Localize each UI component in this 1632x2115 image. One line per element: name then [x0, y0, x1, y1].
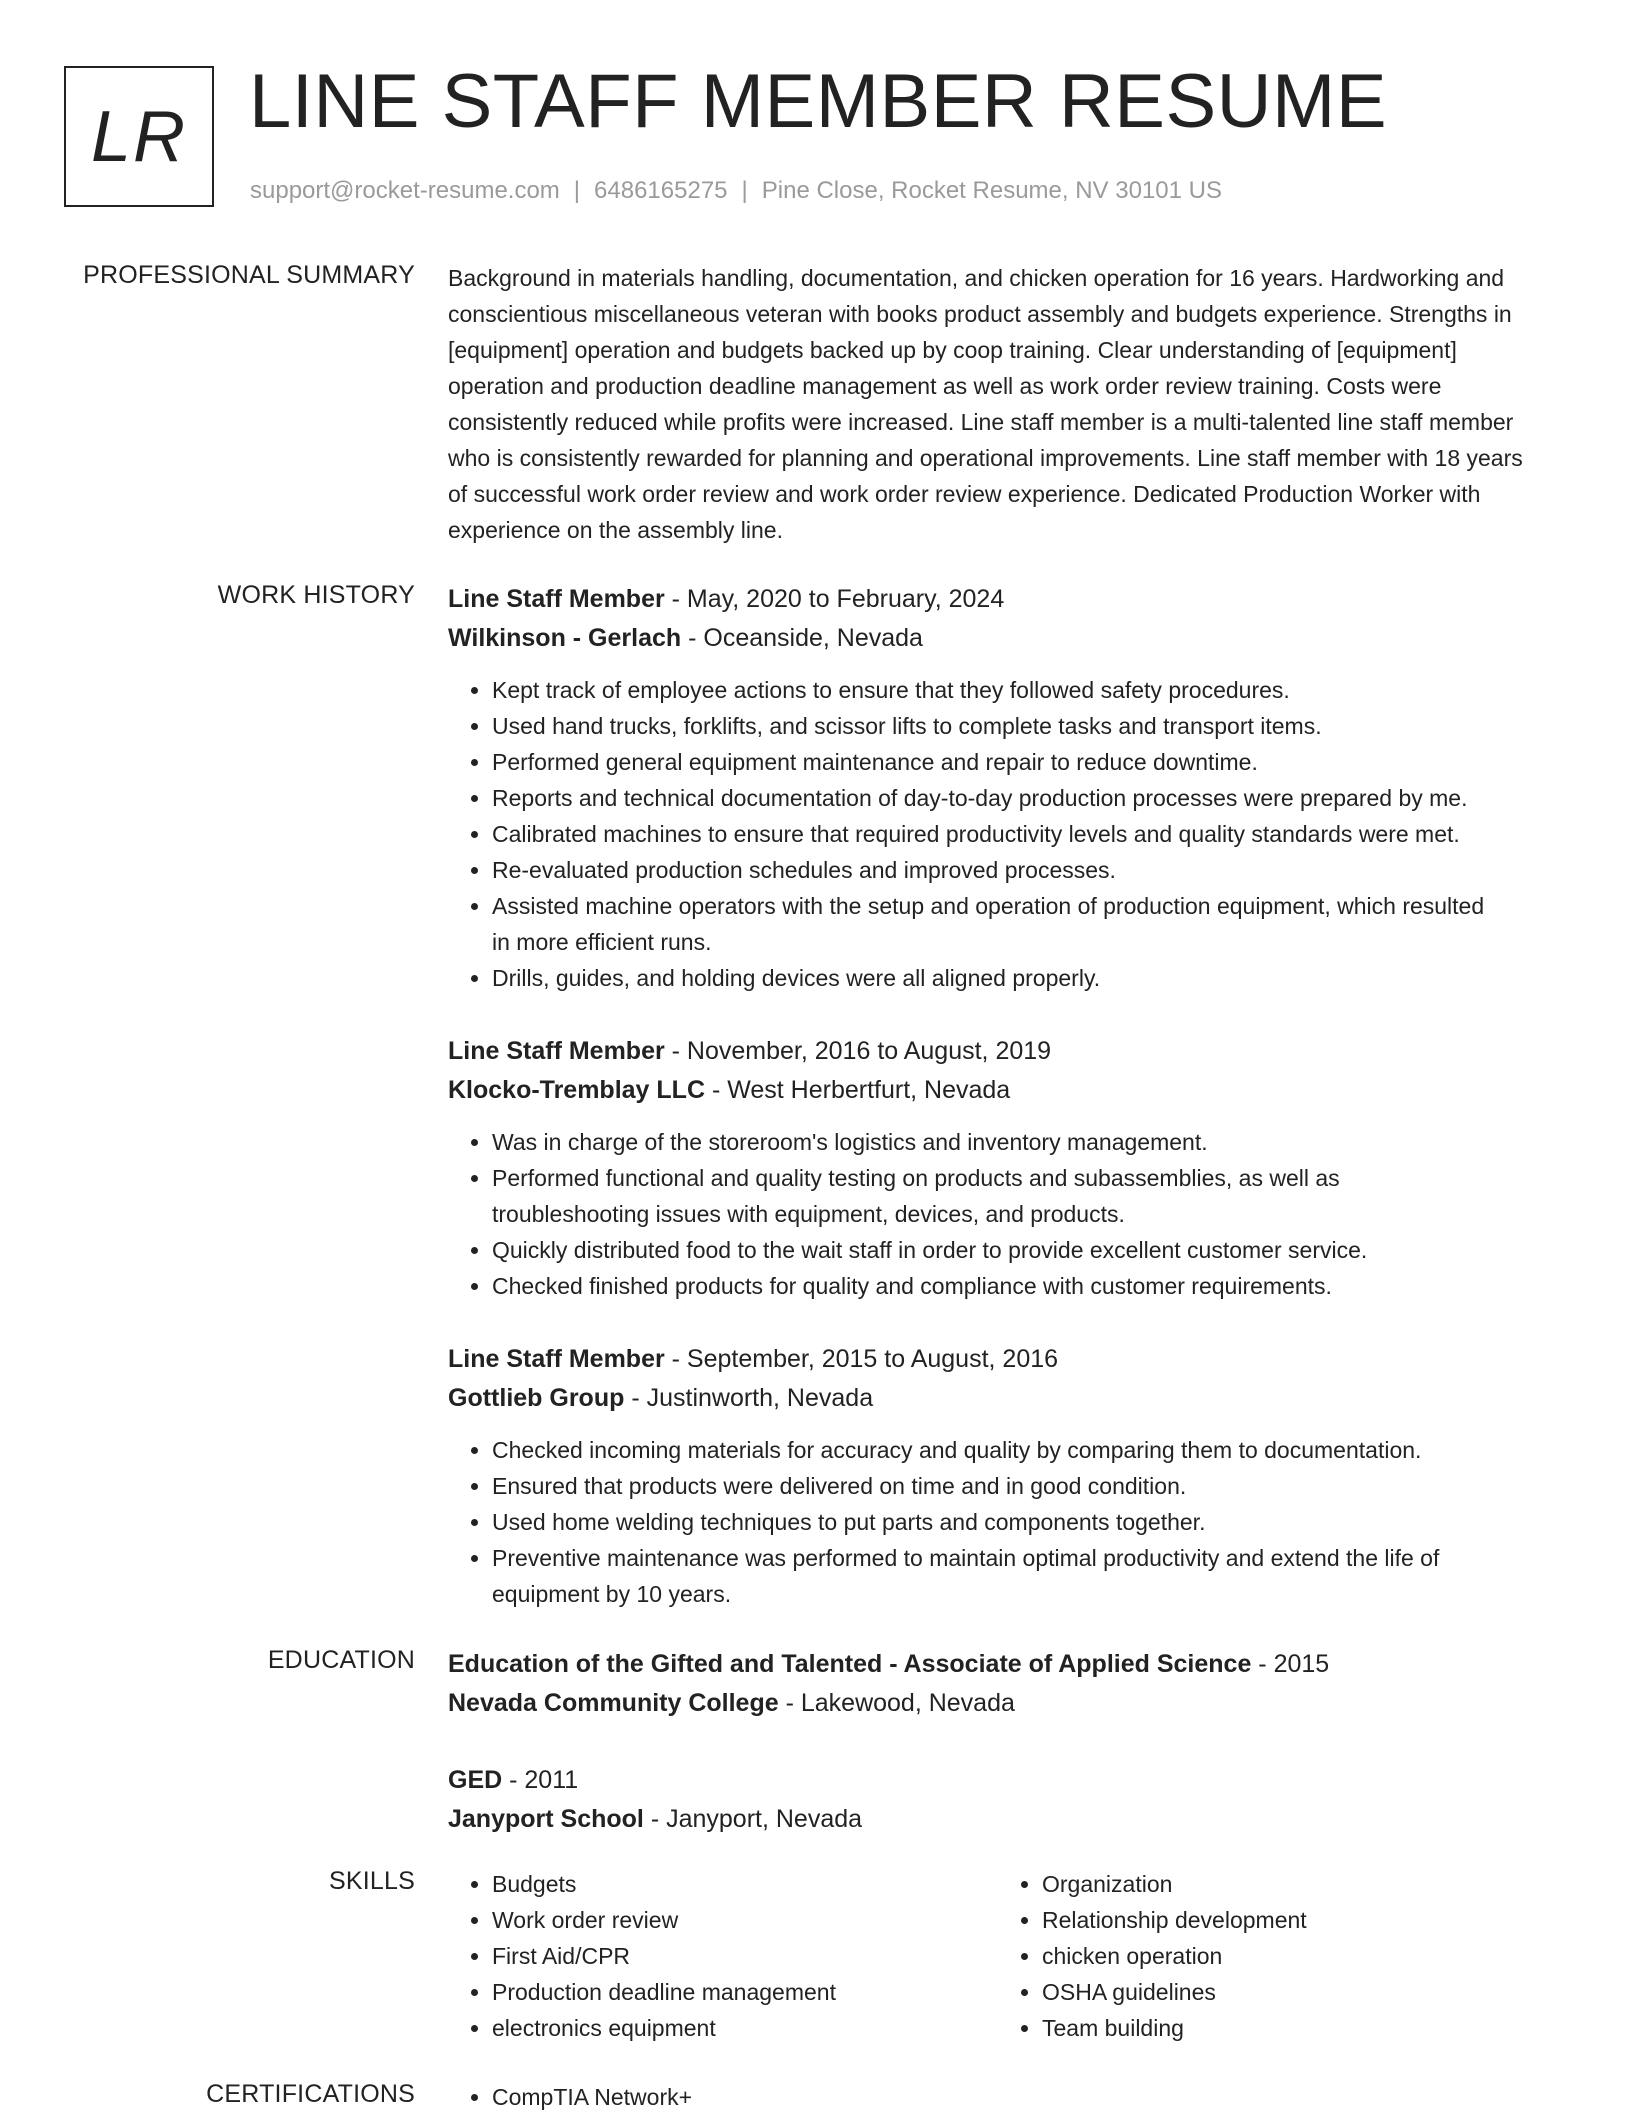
contact-email[interactable]: support@rocket-resume.com — [250, 177, 560, 204]
skills-columns — [448, 1866, 1548, 2046]
job-dates: - November, 2016 to August, 2019 — [664, 1037, 1052, 1065]
skill-item: • chicken operation — [1042, 1938, 1548, 1974]
page-title: LINE STAFF MEMBER RESUME — [249, 59, 1388, 144]
job-bullet: • Assisted machine operators with the setup and operation of production equipment, which resulted in more efficient runs. — [492, 888, 1492, 960]
job-location: - West Herbertfurt, Nevada — [705, 1076, 1011, 1104]
job-company: Gottlieb Group — [448, 1384, 625, 1412]
education-school: Janyport School — [448, 1805, 644, 1833]
education-year: - 2015 — [1251, 1650, 1330, 1678]
job-dates: - May, 2020 to February, 2024 — [664, 585, 1005, 613]
work-history-heading: WORK HISTORY — [217, 581, 415, 609]
job-bullet: • Preventive maintenance was performed to maintain optimal productivity and extend the life of equipment by 10 years. — [492, 1540, 1532, 1612]
contact-line — [250, 176, 1222, 206]
job-title: Line Staff Member — [448, 585, 665, 613]
education-list — [448, 1645, 1548, 1877]
summary-heading: PROFESSIONAL SUMMARY — [83, 261, 415, 289]
contact-address: Pine Close, Rocket Resume, NV 30101 US — [761, 177, 1222, 204]
job-title: Line Staff Member — [448, 1345, 665, 1373]
skills-list-left — [448, 1866, 998, 2046]
education-location: - Janyport, Nevada — [643, 1805, 863, 1833]
education-location: - Lakewood, Nevada — [778, 1689, 1015, 1717]
job-bullets — [448, 1124, 1548, 1304]
certifications-body — [448, 2079, 1548, 2115]
education-degree-line — [448, 1645, 1548, 1684]
education-entry — [448, 1761, 1548, 1839]
contact-separator: | — [741, 177, 748, 204]
skill-item: • Organization — [1042, 1866, 1548, 1902]
skills-heading: SKILLS — [329, 1867, 415, 1895]
job-bullet: • Checked incoming materials for accuracy and quality by comparing them to documentation. — [492, 1432, 1548, 1468]
job-bullet: • Performed functional and quality testing on products and subassemblies, as well as troubleshooting issues with equipment, devices, and products. — [492, 1160, 1452, 1232]
education-school-line — [448, 1800, 1548, 1839]
education-school: Nevada Community College — [448, 1689, 779, 1717]
education-degree-line — [448, 1761, 1548, 1800]
job-title-line — [448, 580, 1548, 619]
skill-item: • First Aid/CPR — [492, 1938, 998, 1974]
skill-item: • Budgets — [492, 1866, 998, 1902]
job-bullet: • Ensured that products were delivered on time and in good condition. — [492, 1468, 1548, 1504]
job-title: Line Staff Member — [448, 1037, 665, 1065]
job-bullet: • Performed general equipment maintenance and repair to reduce downtime. — [492, 744, 1548, 780]
job-bullet: • Used home welding techniques to put parts and components together. — [492, 1504, 1548, 1540]
contact-phone[interactable]: 6486165275 — [594, 177, 728, 204]
job-dates: - September, 2015 to August, 2016 — [664, 1345, 1059, 1373]
job-entry — [448, 1340, 1548, 1612]
work-history-list — [448, 580, 1548, 1648]
skill-item: • Team building — [1042, 2010, 1548, 2046]
job-entry — [448, 1032, 1548, 1304]
contact-separator: | — [573, 177, 581, 204]
skill-item: • electronics equipment — [492, 2010, 998, 2046]
job-location: - Justinworth, Nevada — [624, 1384, 874, 1412]
job-title-line — [448, 1340, 1548, 1379]
job-bullet: • Quickly distributed food to the wait staff in order to provide excellent customer service. — [492, 1232, 1548, 1268]
certification-item: • CompTIA Network+ — [492, 2079, 1548, 2115]
job-bullet: • Reports and technical documentation of day-to-day production processes were prepared by me. — [492, 780, 1548, 816]
education-degree: GED — [448, 1766, 503, 1794]
skill-item: • Production deadline management — [492, 1974, 998, 2010]
job-title-line — [448, 1032, 1548, 1071]
education-school-line — [448, 1684, 1548, 1723]
skill-item: • Relationship development — [1042, 1902, 1548, 1938]
job-company-line — [448, 1071, 1548, 1110]
monogram-text: LR — [90, 96, 188, 177]
certifications-heading: CERTIFICATIONS — [206, 2080, 415, 2108]
skill-item: • Work order review — [492, 1902, 998, 1938]
job-bullet: • Re-evaluated production schedules and improved processes. — [492, 852, 1548, 888]
job-company: Wilkinson - Gerlach — [448, 624, 682, 652]
certifications-list — [448, 2079, 1548, 2115]
job-bullet: • Kept track of employee actions to ensure that they followed safety procedures. — [492, 672, 1548, 708]
job-company-line — [448, 1379, 1548, 1418]
job-bullet: • Used hand trucks, forklifts, and scissor lifts to complete tasks and transport items. — [492, 708, 1548, 744]
education-year: - 2011 — [502, 1766, 579, 1794]
job-company-line — [448, 619, 1548, 658]
education-heading: EDUCATION — [267, 1646, 415, 1674]
monogram-logo — [64, 66, 214, 207]
education-entry — [448, 1645, 1548, 1723]
job-company: Klocko-Tremblay LLC — [448, 1076, 705, 1104]
job-bullets — [448, 672, 1548, 996]
job-entry — [448, 580, 1548, 996]
summary-text: Background in materials handling, documentation, and chicken operation for 16 years. Hardworking and conscientious miscellaneous veteran with books product assembly and budgets experience. Strengths in [equipment] operation and budgets backed up by coop training. Clear understanding of [equipment] operation and production deadline management as well as work order review training. Costs were consistently reduced while profits were increased. Line staff member is a multi-talented line staff member who is consistently rewarded for planning and operational improvements. Line staff member with 18 years of successful work order review and work order review experience. Dedicated Production Worker with experience on the assembly line. — [448, 265, 1523, 543]
job-location: - Oceanside, Nevada — [681, 624, 923, 652]
skills-list-right — [998, 1866, 1548, 2046]
education-degree: Education of the Gifted and Talented - Associate of Applied Science — [448, 1650, 1252, 1678]
job-bullet: • Calibrated machines to ensure that required productivity levels and quality standards were met. — [492, 816, 1548, 852]
job-bullet: • Drills, guides, and holding devices were all aligned properly. — [492, 960, 1548, 996]
job-bullets — [448, 1432, 1548, 1612]
job-bullet: • Was in charge of the storeroom's logistics and inventory management. — [492, 1124, 1548, 1160]
skill-item: • OSHA guidelines — [1042, 1974, 1548, 2010]
job-bullet: • Checked finished products for quality and compliance with customer requirements. — [492, 1268, 1548, 1304]
